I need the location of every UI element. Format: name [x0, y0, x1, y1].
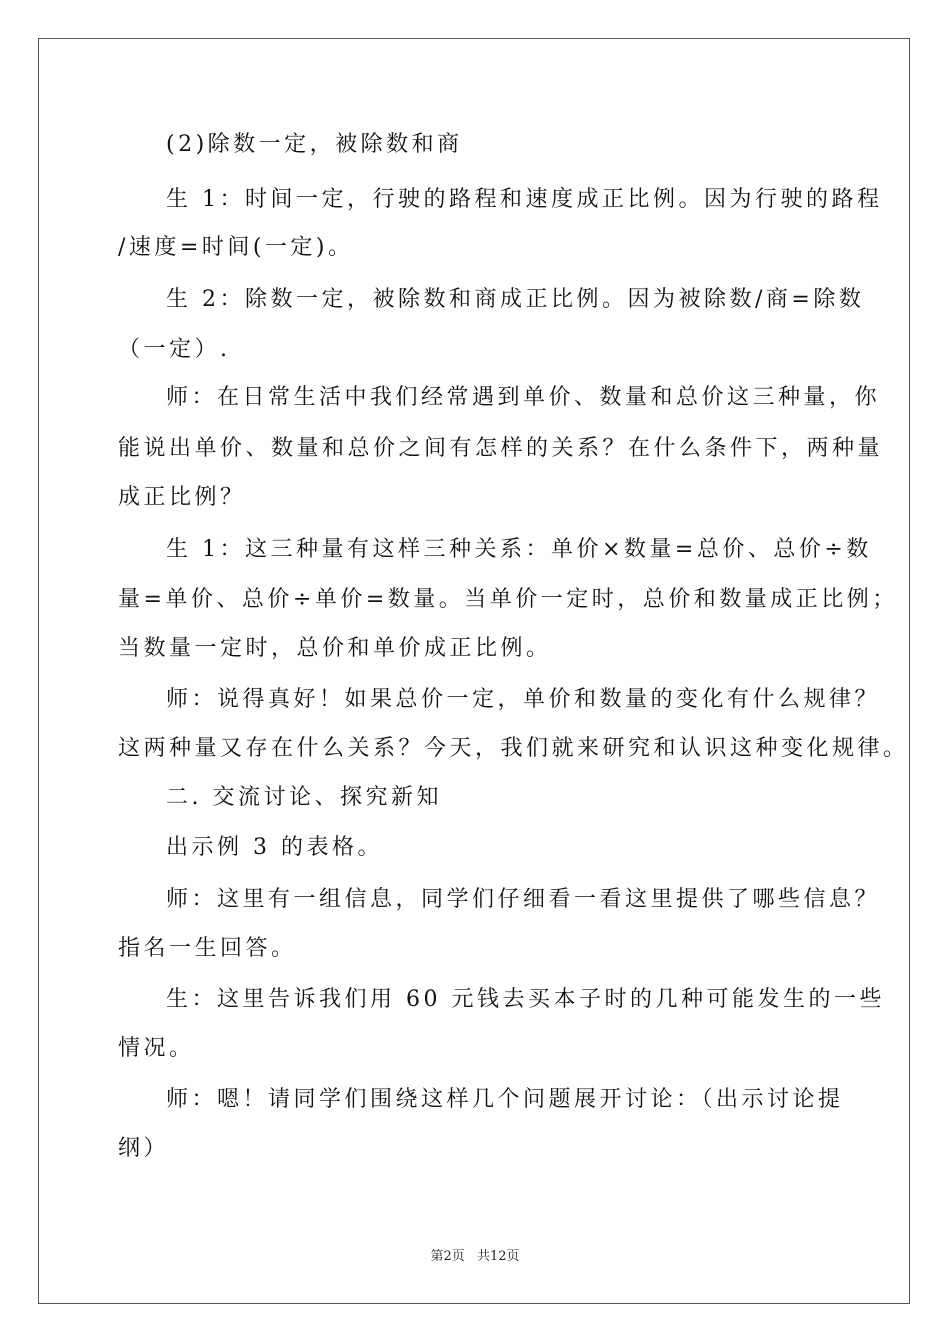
paragraph-line: /速度=时间(一定)。: [118, 235, 354, 260]
paragraph-line: (2)除数一定，被除数和商: [166, 132, 463, 157]
paragraph-line: 出示例 3 的表格。: [166, 835, 383, 860]
paragraph-line: 指名一生回答。: [118, 936, 297, 961]
paragraph-line: 这两种量又存在什么关系？今天，我们就来研究和认识这种变化规律。: [118, 736, 909, 761]
paragraph-line: （一定）.: [118, 337, 231, 362]
paragraph-line: 当数量一定时，总价和单价成正比例。: [118, 636, 552, 661]
paragraph-line: 师：这里有一组信息，同学们仔细看一看这里提供了哪些信息？: [166, 887, 881, 912]
paragraph-line: 师：在日常生活中我们经常遇到单价、数量和总价这三种量，你: [166, 385, 881, 410]
paragraph-line: 生 2：除数一定，被除数和商成正比例。因为被除数/商=除数: [166, 287, 865, 312]
paragraph-line: 师：说得真好！如果总价一定，单价和数量的变化有什么规律？: [166, 687, 881, 712]
paragraph-line: 纲）: [118, 1136, 170, 1161]
paragraph-line: 情况。: [118, 1036, 195, 1061]
paragraph-line: 量=单价、总价÷单价=数量。当单价一定时，总价和数量成正比例；: [118, 587, 898, 612]
page-number: 第2页: [430, 1249, 465, 1264]
page-footer: [0, 1245, 950, 1264]
paragraph-line: 成正比例？: [118, 485, 246, 510]
paragraph-line: 生 1：这三种量有这样三种关系：单价×数量=总价、总价÷数: [166, 537, 872, 562]
paragraph-line: 生 1：时间一定，行驶的路程和速度成正比例。因为行驶的路程: [166, 187, 883, 212]
page-total: 共12页: [476, 1249, 520, 1264]
section-heading: 二. 交流讨论、探究新知: [166, 785, 442, 810]
paragraph-line: 能说出单价、数量和总价之间有怎样的关系？在什么条件下，两种量: [118, 436, 884, 461]
paragraph-line: 生：这里告诉我们用 60 元钱去买本子时的几种可能发生的一些: [166, 987, 885, 1012]
paragraph-line: 师：嗯！请同学们围绕这样几个问题展开讨论：（出示讨论提: [166, 1087, 844, 1112]
